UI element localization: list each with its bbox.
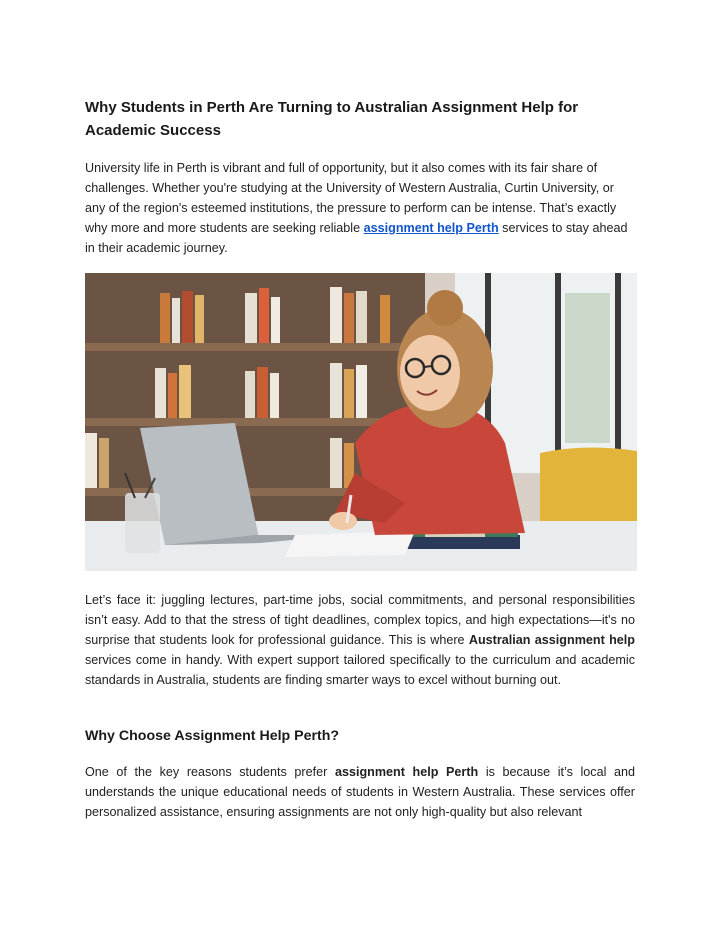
para3-bold-phrase: assignment help Perth: [334, 765, 479, 779]
student-laptop-photo: [85, 273, 637, 571]
para2-bold-phrase: Australian assignment help: [468, 633, 635, 647]
assignment-help-perth-link[interactable]: assignment help Perth: [363, 221, 499, 235]
article-title: Why Students in Perth Are Turning to Australian Assignment Help for Academic Success: [85, 99, 579, 139]
body-paragraph-3: [85, 762, 635, 822]
intro-paragraph: [85, 158, 635, 258]
intro-text-before: University life in Perth is vibrant and full of opportunity, but it also comes with its fair share of challenges. Whether you're studying at the University of Western Australia, Curtin University, or any of the region's esteemed institutions, the pressure to perform can be intense. That’s exactly why more and more students are seeking reliable: [85, 161, 617, 235]
para3-text-before: One of the key reasons students prefer: [85, 765, 335, 779]
body-paragraph-2: [85, 590, 635, 690]
section-heading: Why Choose Assignment Help Perth?: [85, 728, 340, 744]
para3-text-after: is because it’s local and understands the unique educational needs of students in Western Australia. These services offer personalized assistance, ensuring assignments are not only high-quality but also relevant: [85, 765, 636, 819]
intro-text-after: services to stay ahead in their academic journey.: [85, 221, 628, 255]
para2-text-after: services come in handy. With expert support tailored specifically to the curriculum and academic standards in Australia, students are finding smarter ways to excel without burning out.: [85, 653, 635, 687]
para2-text-before: Let’s face it: juggling lectures, part-time jobs, social commitments, and personal responsibilities isn’t easy. Add to that the stress of tight deadlines, complex topics, and high expectations—it's no surprise that students look for professional guidance. This is where: [85, 593, 635, 647]
